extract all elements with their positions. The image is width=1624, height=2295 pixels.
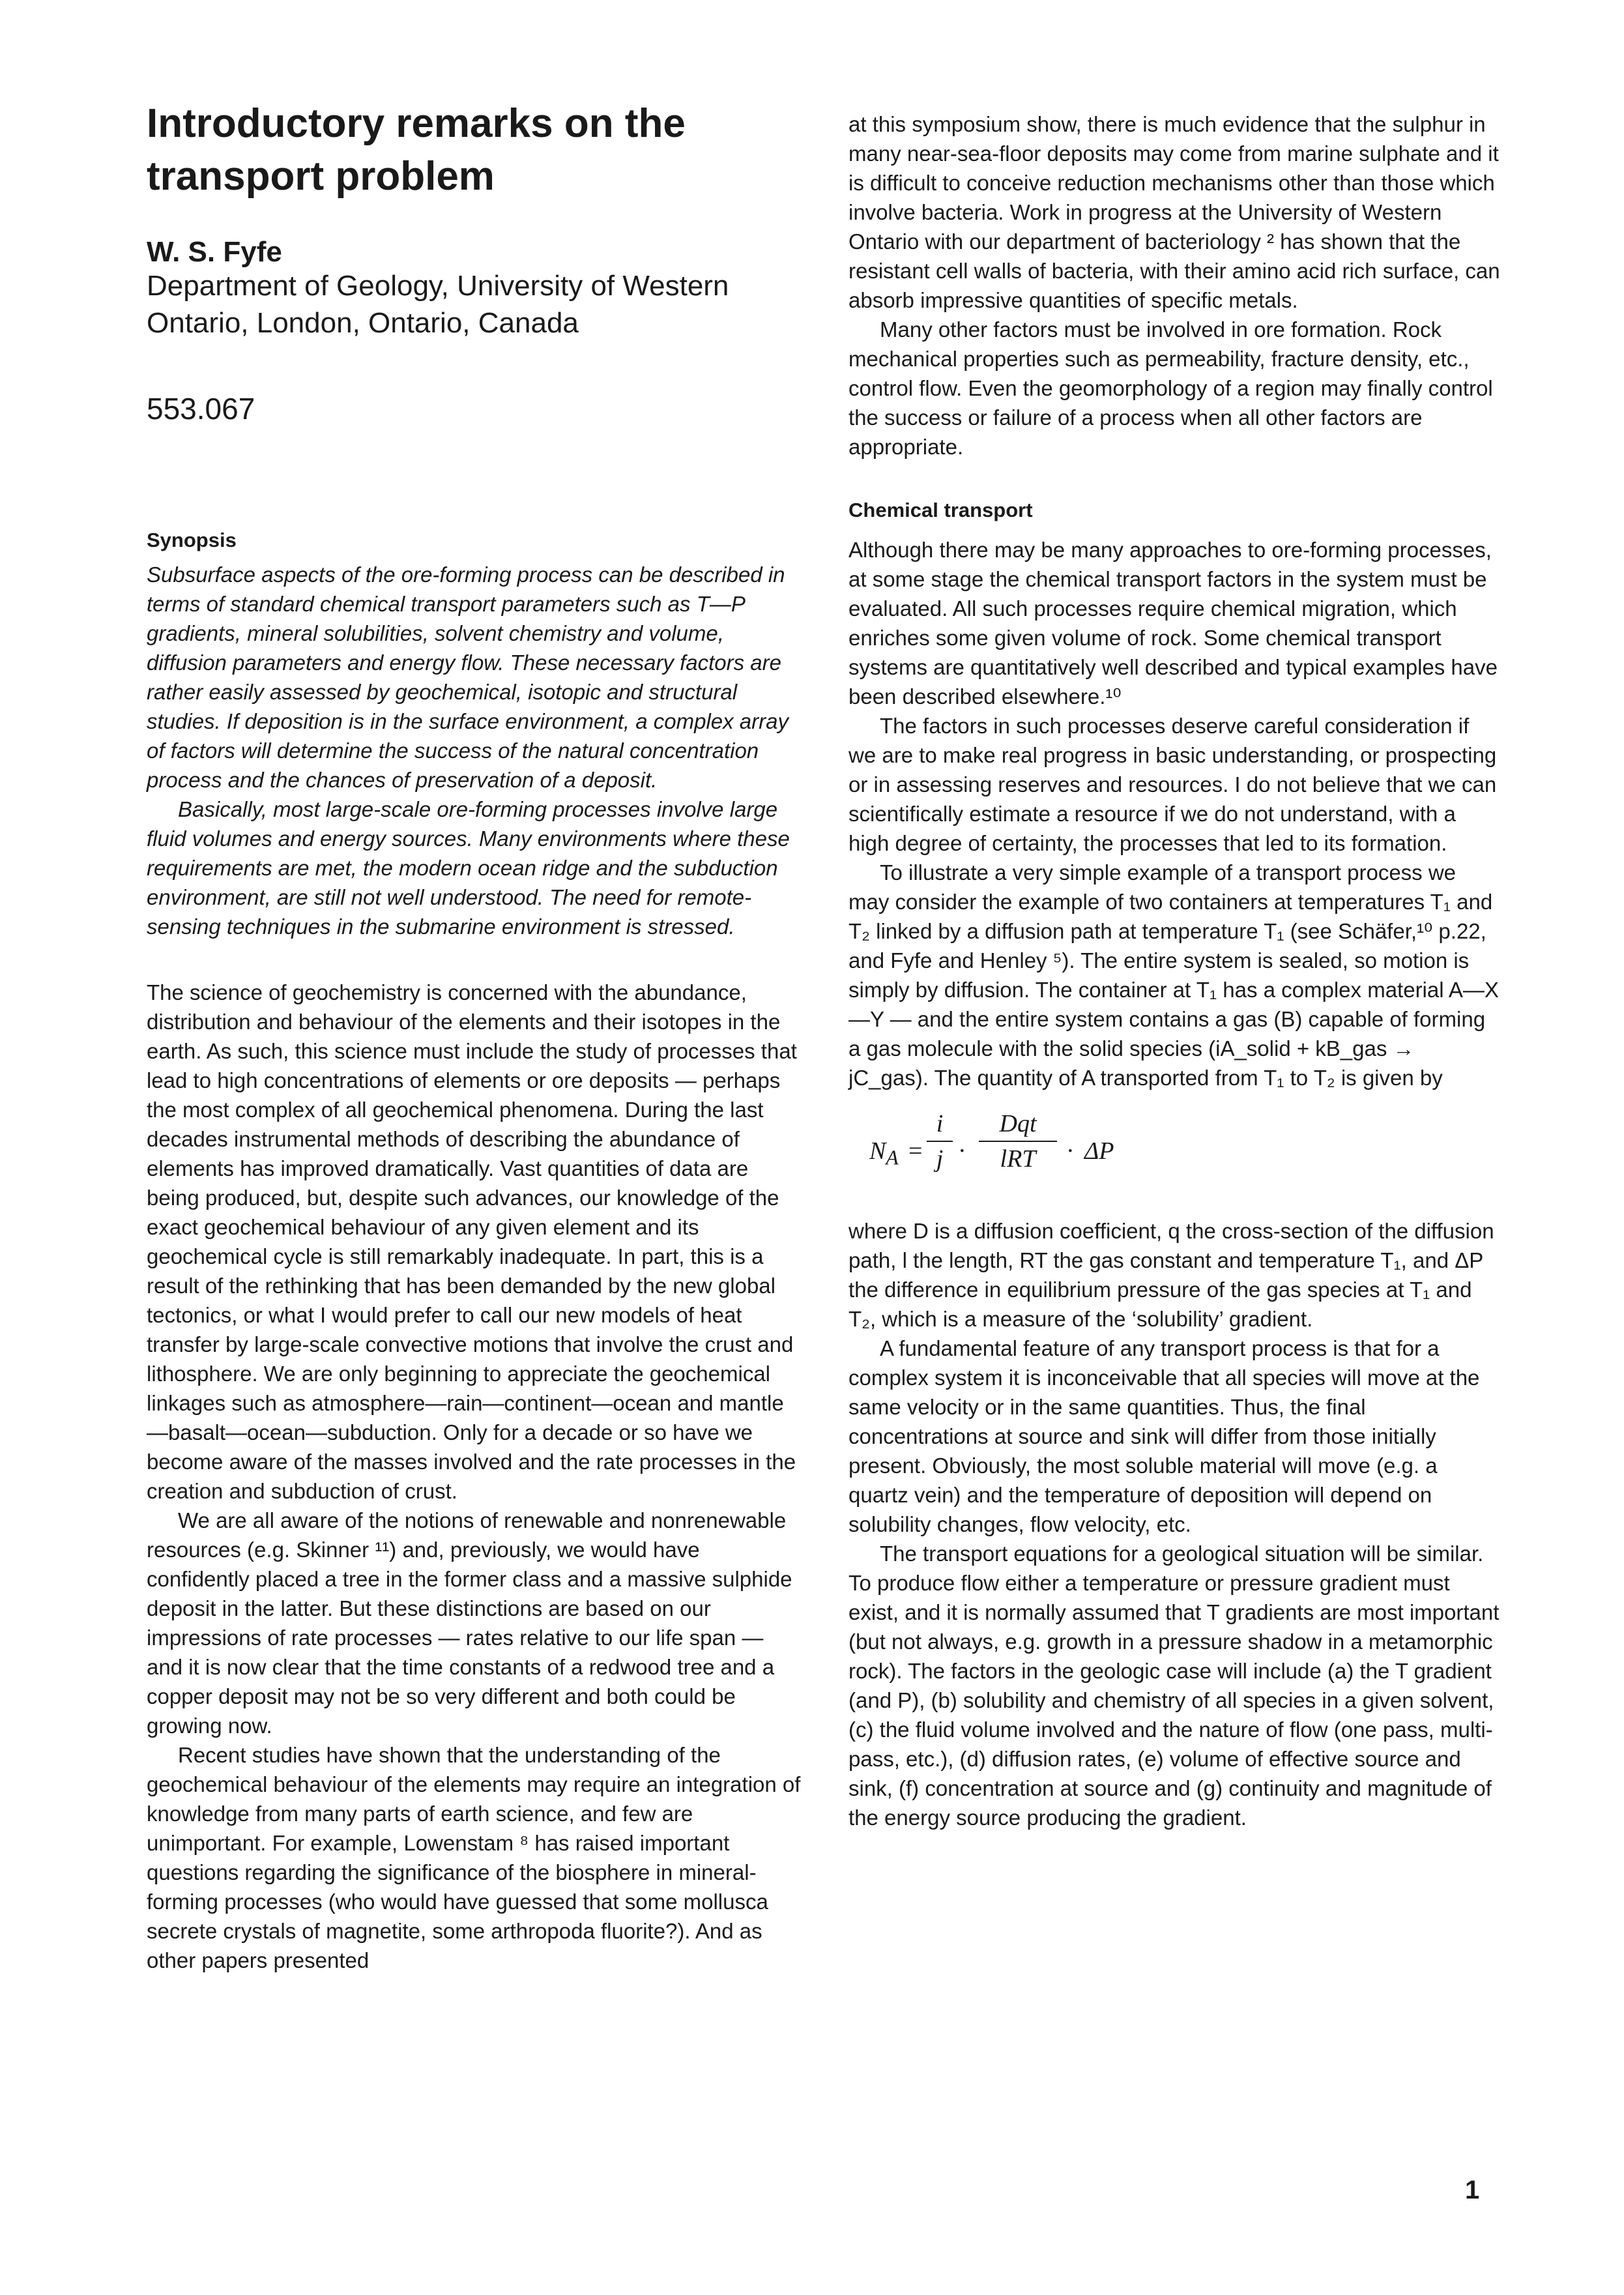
body-right-text xyxy=(848,110,1500,461)
synopsis-paragraph: Basically, most large-scale ore-forming processes involve large fluid volumes and energy sources. Many environments where these requirements are met, the modern ocean ridge and the subduction environment, are still not well understood. The need for remote-sensing techniques in the submarine environment is stressed. xyxy=(147,797,790,939)
left-column xyxy=(147,525,802,1975)
synopsis-heading: Synopsis xyxy=(147,529,237,551)
body-paragraph: Many other factors must be involved in ore formation. Rock mechanical properties such as permeability, fracture density, etc., control flow. Even the geomorphology of a region may finally control the success or failure of a process when all other factors are appropriate. xyxy=(848,317,1493,459)
classification-number: 553.067 xyxy=(147,392,255,426)
page-title: Introductory remarks on the transport problem xyxy=(147,101,686,199)
body-paragraph: The transport equations for a geological situation will be similar. To produce flow either a temperature or pressure gradient must exist, and it is normally assumed that T gradients are most important (but not always, e.g. growth in a pressure shadow in a metamorphic rock). The factors in the geologic case will include (a) the T gradient (and P), (b) solubility and chemistry of all species in a given solvent, (c) the fluid volume involved and the nature of flow (one pass, multi-pass, etc.), (d) diffusion rates, (e) volume of effective source and sink, (f) concentration at source and (g) continuity and magnitude of the energy source producing the gradient. xyxy=(848,1542,1500,1830)
author-affiliation: Department of Geology, University of Western Ontario, London, Ontario, Canada xyxy=(147,270,729,340)
synopsis-section xyxy=(147,525,802,941)
chemical-transport-text xyxy=(848,535,1500,1092)
body-paragraph: The factors in such processes deserve careful consideration if we are to make real progress in basic understanding, or prospecting or in assessing reserves and resources. I do not believe that we can scientifically estimate a resource if we do not understand, with a high degree of certainty, the processes that led to its formation. xyxy=(848,714,1497,855)
body-paragraph: A fundamental feature of any transport process is that for a complex system it is inconceivable that all species will move at the same velocity or in the same quantities. Thus, the final concentrations at source and sink will differ from those initially present. Obviously, the most soluble material will move (e.g. a quartz vein) and the temperature of deposition will depend on solubility changes, flow velocity, etc. xyxy=(848,1336,1480,1536)
body-paragraph: The science of geochemistry is concerned with the abundance, distribution and behaviour of the elements and their isotopes in the earth. As such, this science must include the study of processes that lead to high concentrations of elements or ore deposits — perhaps the most complex of all geochemical phenomena. During the last decades instrumental methods of describing the abundance of elements has improved dramatically. Vast quantities of data are being produced, but, despite such advances, our knowledge of the exact geochemical behaviour of any given element and its geochemical cycle is still remarkably inadequate. In part, this is a result of the rethinking that has been demanded by the new global tectonics, or what I would prefer to call our new models of heat transfer by large-scale convective motions that involve the crust and lithosphere. We are only beginning to appreciate the geochemical linkages such as atmosphere—rain—continent—ocean and mantle—basalt—ocean—subduction. Only for a decade or so have we become aware of the masses involved and the rate processes in the creation and subduction of crust. xyxy=(147,980,797,1503)
synopsis-paragraph: Subsurface aspects of the ore-forming process can be described in terms of standard chemical transport parameters such as T—P gradients, mineral solubilities, solvent chemistry and volume, diffusion parameters and energy flow. These necessary factors are rather easily assessed by geochemical, isotopic and structural studies. If deposition is in the surface environment, a complex array of factors will determine the success of the natural concentration process and the chances of preservation of a deposit. xyxy=(147,563,789,792)
equation-dot: · xyxy=(958,1137,966,1165)
body-paragraph: Recent studies have shown that the understanding of the geochemical behaviour of the elements may require an integration of knowledge from many parts of earth science, and few are unimportant. For example, Lowenstam ⁸ has raised important questions regarding the significance of the biosphere in mineral-forming processes (who would have guessed that some mollusca secrete crystals of magnetite, some arthropoda fluorite?). And as other papers presented xyxy=(147,1743,801,1972)
page-number: 1 xyxy=(1465,2176,1480,2204)
body-paragraph: To illustrate a very simple example of a transport process we may consider the example of two containers at temperatures T₁ and T₂ linked by a diffusion path at temperature T₁ (see Schäfer,¹⁰ p.22, and Fyfe and Henley ⁵). The entire system is sealed, so motion is simply by diffusion. The container at T₁ has a complex material A—X—Y — and the entire system contains a gas (B) capable of forming a gas molecule with the solid species (iA_solid + kB_gas → jC_gas). The quantity of A transported from T₁ to T₂ is given by xyxy=(848,860,1499,1090)
body-paragraph: Although there may be many approaches to ore-forming processes, at some stage the chemical transport factors in the system must be evaluated. All such processes require chemical migration, which enriches some given volume of rock. Some chemical transport systems are quantitatively well described and typical examples have been described elsewhere.¹⁰ xyxy=(848,538,1498,709)
chemical-transport-heading: Chemical transport xyxy=(848,499,1033,521)
equation-lhs: $N_A$ xyxy=(869,1137,899,1169)
body-paragraph: at this symposium show, there is much evidence that the sulphur in many near-sea-floor deposits may come from marine sulphate and it is difficult to conceive reduction mechanisms other than those which involve bacteria. Work in progress at the University of Western Ontario with our department of bacteriology ² has shown that the resistant cell walls of bacteria, with their amino acid rich surface, can absorb impressive quantities of specific metals. xyxy=(848,112,1500,312)
equation-fraction-dqt-over-lrt: Dqt lRT xyxy=(979,1109,1057,1173)
right-column xyxy=(848,110,1500,1832)
equation-dot: · xyxy=(1066,1137,1075,1165)
equation-equals: = xyxy=(908,1137,923,1165)
equation-fraction-i-over-j: i j xyxy=(927,1109,953,1173)
body-left-text xyxy=(147,978,802,1975)
transport-equation xyxy=(848,1092,1500,1216)
equation-delta-p: ΔP xyxy=(1084,1137,1114,1165)
chemical-transport-text-continued xyxy=(848,1216,1500,1832)
body-paragraph: We are all aware of the notions of renewable and nonrenewable resources (e.g. Skinner ¹¹) and, previously, we would have confidently placed a tree in the former class and a massive sulphide deposit in the latter. But these distinctions are based on our impressions of rate processes — rates relative to our life span — and it is now clear that the time constants of a redwood tree and a copper deposit may not be so very different and both could be growing now. xyxy=(147,1508,792,1738)
body-paragraph: where D is a diffusion coefficient, q the cross-section of the diffusion path, l the length, RT the gas constant and temperature T₁, and ΔP the difference in equilibrium pressure of the gas species at T₁ and T₂, which is a measure of the ‘solubility’ gradient. xyxy=(848,1219,1494,1331)
author-name: W. S. Fyfe xyxy=(147,236,282,268)
